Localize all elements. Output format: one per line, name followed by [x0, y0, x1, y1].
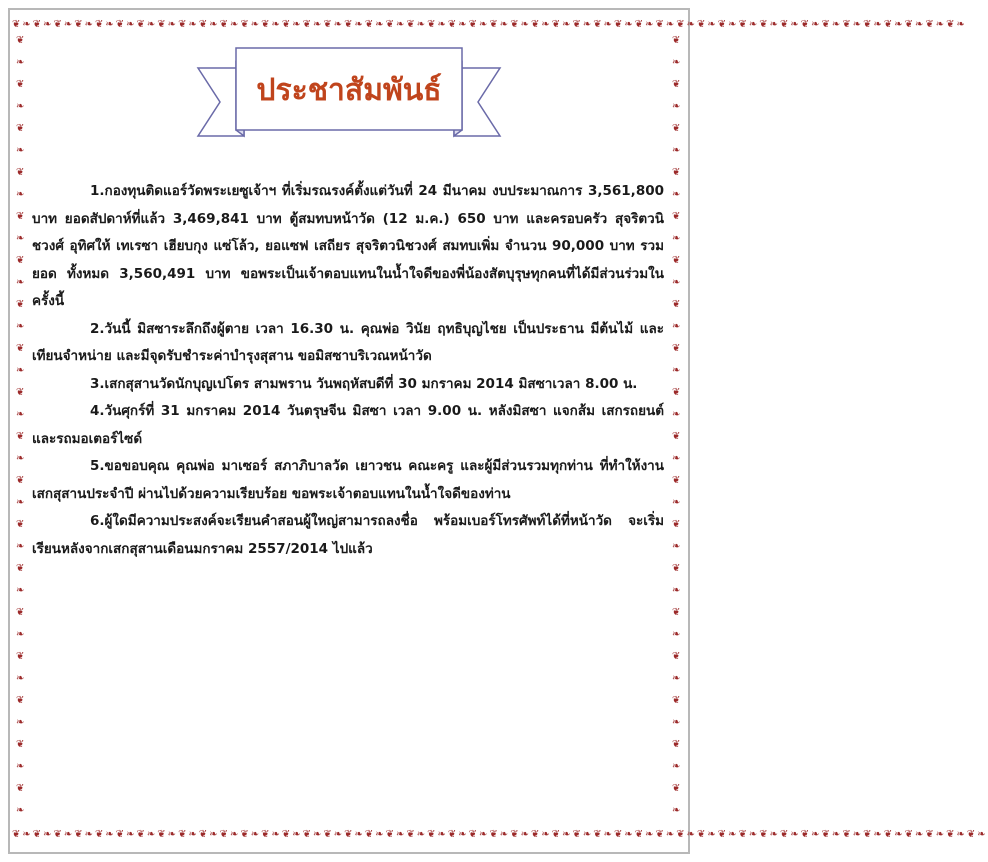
announcement-item: 2.วันนี้ มิสซาระลึกถึงผู้ตาย เวลา 16.30 น. คุณพ่อ วินัย ฤทธิบุญไชย เป็นประธาน มีต้นไม้ และเทียนจำหน่าย และมีจุดรับชำระค่าบำรุงสุสาน ขอมิสซาบริเวณหน้าวัด	[32, 320, 664, 364]
announcement-item: 5.ขอขอบคุณ คุณพ่อ มาเซอร์ สภาภิบาลวัด เยาวชน คณะครู และผู้มีส่วนรวมทุกท่าน ที่ทำให้งานเสกสุสานประจำปี ผ่านไปด้วยความเรียบร้อย ขอพระเจ้าตอบแทนในน้ำใจดีของท่าน	[32, 458, 664, 502]
ornamental-border-left: ❦❧❦❧❦❧❦❧❦❧❦❧❦❧❦❧❦❧❦❧❦❧❦❧❦❧❦❧❦❧❦❧❦❧❦❧	[16, 35, 27, 816]
ornamental-border-top: ❦❧❦❧❦❧❦❧❦❧❦❧❦❧❦❧❦❧❦❧❦❧❦❧❦❧❦❧❦❧❦❧❦❧❦❧❦❧❦❧❦❧❦❧❦❧❦❧❦❧❦❧❦❧❦❧❦❧❦❧❦❧❦❧❦❧❦❧❦❧❦❧❦❧❦❧❦❧❦❧❦❧❦❧❦❧❦❧❦❧❦❧	[12, 19, 967, 30]
announcement-item: 1.กองทุนติดแอร์วัดพระเยซูเจ้าฯ ที่เริ่มรณรงค์ตั้งแต่วันที่ 24 มีนาคม งบประมาณการ 3,561,800 บาท ยอดสัปดาห์ที่แล้ว 3,469,841 บาท ตู้สมทบหน้าวัด (12 ม.ค.) 650 บาท และครอบครัว สุจริตวนิชวงศ์ อุทิศให้ เทเรซา เฮียบกุง แซ่โล้ว, ยอแซฟ เสถียร สุจริตวนิชวงศ์ สมทบเพิ่ม จำนวน 90,000 บาท รวมยอด ทั้งหมด 3,560,491 บาท ขอพระเป็นเจ้าตอบแทนในน้ำใจดีของพี่น้องสัตบุรุษทุกคนที่ได้มีส่วนร่วมในครั้งนี้	[32, 183, 664, 309]
announcement-item: 4.วันศุกร์ที่ 31 มกราคม 2014 วันตรุษจีน มิสซา เวลา 9.00 น. หลังมิสซา แจกส้ม เสกรถยนต์ และรถมอเตอร์ไซด์	[32, 403, 664, 447]
ornamental-border-bottom: ❦❧❦❧❦❧❦❧❦❧❦❧❦❧❦❧❦❧❦❧❦❧❦❧❦❧❦❧❦❧❦❧❦❧❦❧❦❧❦❧❦❧❦❧❦❧❦❧❦❧❦❧❦❧❦❧❦❧❦❧❦❧❦❧❦❧❦❧❦❧❦❧❦❧❦❧❦❧❦❧❦❧❦❧❦❧❦❧❦❧❦❧❦❧	[12, 829, 988, 840]
announcement-list	[32, 178, 664, 563]
ornamental-border-right: ❦❧❦❧❦❧❦❧❦❧❦❧❦❧❦❧❦❧❦❧❦❧❦❧❦❧❦❧❦❧❦❧❦❧❦❧	[672, 35, 683, 816]
page-title: ประชาสัมพันธ์	[256, 72, 442, 108]
announcement-item: 6.ผู้ใดมีความประสงค์จะเรียนคำสอนผู้ใหญ่สามารถลงชื่อ พร้อมเบอร์โทรศัพท์ได้ที่หน้าวัด จะเริ่มเรียนหลังจากเสกสุสานเดือนมกราคม 2557/2014 ไปแล้ว	[32, 513, 664, 557]
announcement-item: 3.เสกสุสานวัดนักบุญเปโตร สามพราน วันพฤหัสบดีที่ 30 มกราคม 2014 มิสซาเวลา 8.00 น.	[90, 375, 638, 392]
